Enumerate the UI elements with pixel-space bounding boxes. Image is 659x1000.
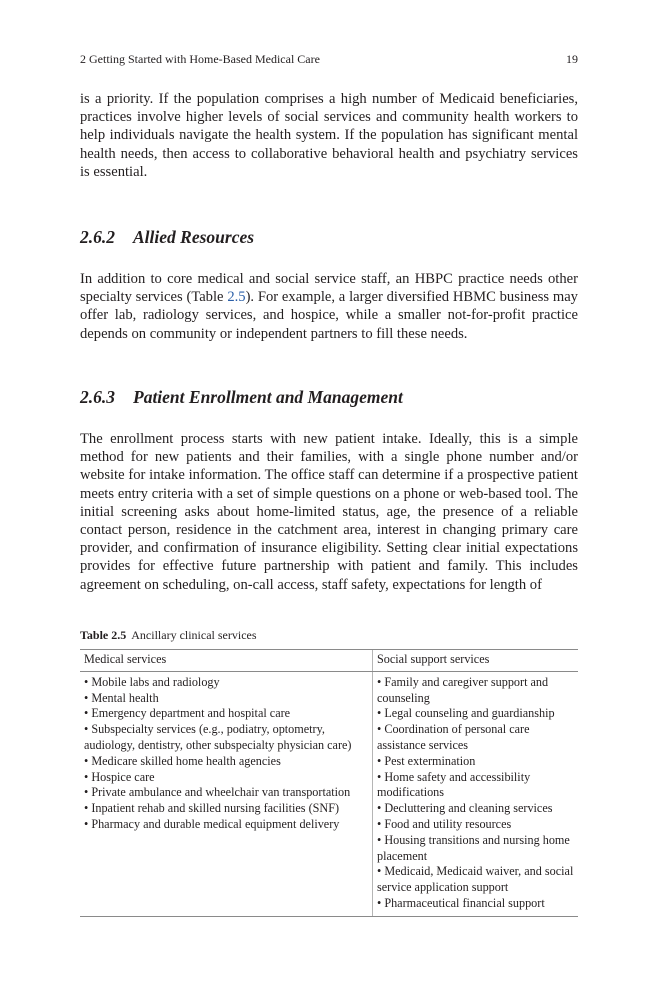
social-service-item: • Pest extermination — [377, 753, 476, 768]
medical-service-item: • Inpatient rehab and skilled nursing facilities (SNF) — [84, 801, 340, 816]
medical-service-item: • Subspecialty services (e.g., podiatry, optometry, audiology, dentistry, other subspecialty physician care) — [84, 722, 352, 752]
paragraph-population: is a priority. If the population comprises a high number of Medicaid beneficiaries, practices involve higher levels of social services and community health workers to help individuals navigate the health system. If the population has significant mental health needs, then access to collaborative behavioral health and psychiatry services is essential. — [80, 91, 578, 180]
table-header-row — [80, 650, 578, 672]
social-services-cell — [373, 671, 579, 916]
paragraph-text-before-link: In addition to core medical and social service staff, an HBPC practice needs other specialty services (Table — [80, 271, 578, 306]
table-caption-text: Ancillary clinical services — [131, 628, 257, 642]
medical-service-item: • Hospice care — [84, 769, 155, 784]
social-service-item: • Family and caregiver support and counseling — [377, 674, 549, 705]
table-row — [80, 671, 578, 916]
table-caption — [80, 627, 257, 643]
table-reference-link[interactable]: 2.5 — [227, 289, 246, 306]
section-title: Allied Resources — [133, 227, 255, 247]
social-service-item: • Food and utility resources — [377, 816, 512, 831]
paragraph-enrollment: The enrollment process starts with new patient intake. Ideally, this is a simple method for new patients and their families, with a single phone number and/or website for intake information. The office staff can determine if a prospective patient meets entry criteria with a set of simple questions on a phone or web-based tool. The initial screening asks about home-limited status, age, the presence of a reliable contact person, residence in the catchment area, interest in changing primary care provider, and confirmation of insurance eligibility. Setting clear initial expectations provides for effective future partnership with patient and family. This includes agreement on scheduling, on-call access, staff safety, expectations for length of — [80, 431, 578, 593]
social-service-item: • Home safety and accessibility modifications — [377, 769, 531, 800]
paragraph-text-after-link: ). For example, a larger diversified HBMC business may offer lab, radiology services, and hospice, while a smaller not-for-profit practice depends on community or independent partners to fill these needs. — [80, 289, 578, 342]
section-heading-allied-resources — [80, 226, 254, 248]
social-service-item: • Legal counseling and guardianship — [377, 706, 555, 721]
social-service-item: • Medicaid, Medicaid waiver, and social service application support — [377, 864, 574, 895]
medical-service-item: • Private ambulance and wheelchair van transportation — [84, 785, 351, 800]
medical-service-item: • Mental health — [84, 690, 159, 705]
social-service-item: • Housing transitions and nursing home placement — [377, 832, 570, 863]
section-title: Patient Enrollment and Management — [133, 387, 403, 407]
medical-service-item: • Pharmacy and durable medical equipment delivery — [84, 816, 340, 831]
table-label: Table 2.5 — [80, 628, 127, 642]
section-heading-patient-enrollment — [80, 386, 403, 408]
page-number: 19 — [566, 52, 578, 66]
social-service-item: • Coordination of personal care assistance services — [377, 722, 530, 752]
medical-service-item: • Emergency department and hospital care — [84, 706, 291, 721]
medical-services-cell — [80, 671, 373, 916]
social-service-item: • Decluttering and cleaning services — [377, 801, 553, 816]
medical-service-item: • Medicare skilled home health agencies — [84, 753, 281, 768]
social-service-item: • Pharmaceutical financial support — [377, 895, 545, 910]
column-header-medical: Medical services — [80, 650, 373, 672]
column-header-social: Social support services — [373, 650, 579, 672]
running-title: 2 Getting Started with Home-Based Medical Care — [80, 52, 320, 66]
paragraph-allied-resources — [80, 270, 578, 343]
medical-service-item: • Mobile labs and radiology — [84, 674, 220, 689]
section-number: 2.6.3 — [80, 387, 115, 407]
section-number: 2.6.2 — [80, 227, 115, 247]
ancillary-services-table — [80, 649, 578, 917]
